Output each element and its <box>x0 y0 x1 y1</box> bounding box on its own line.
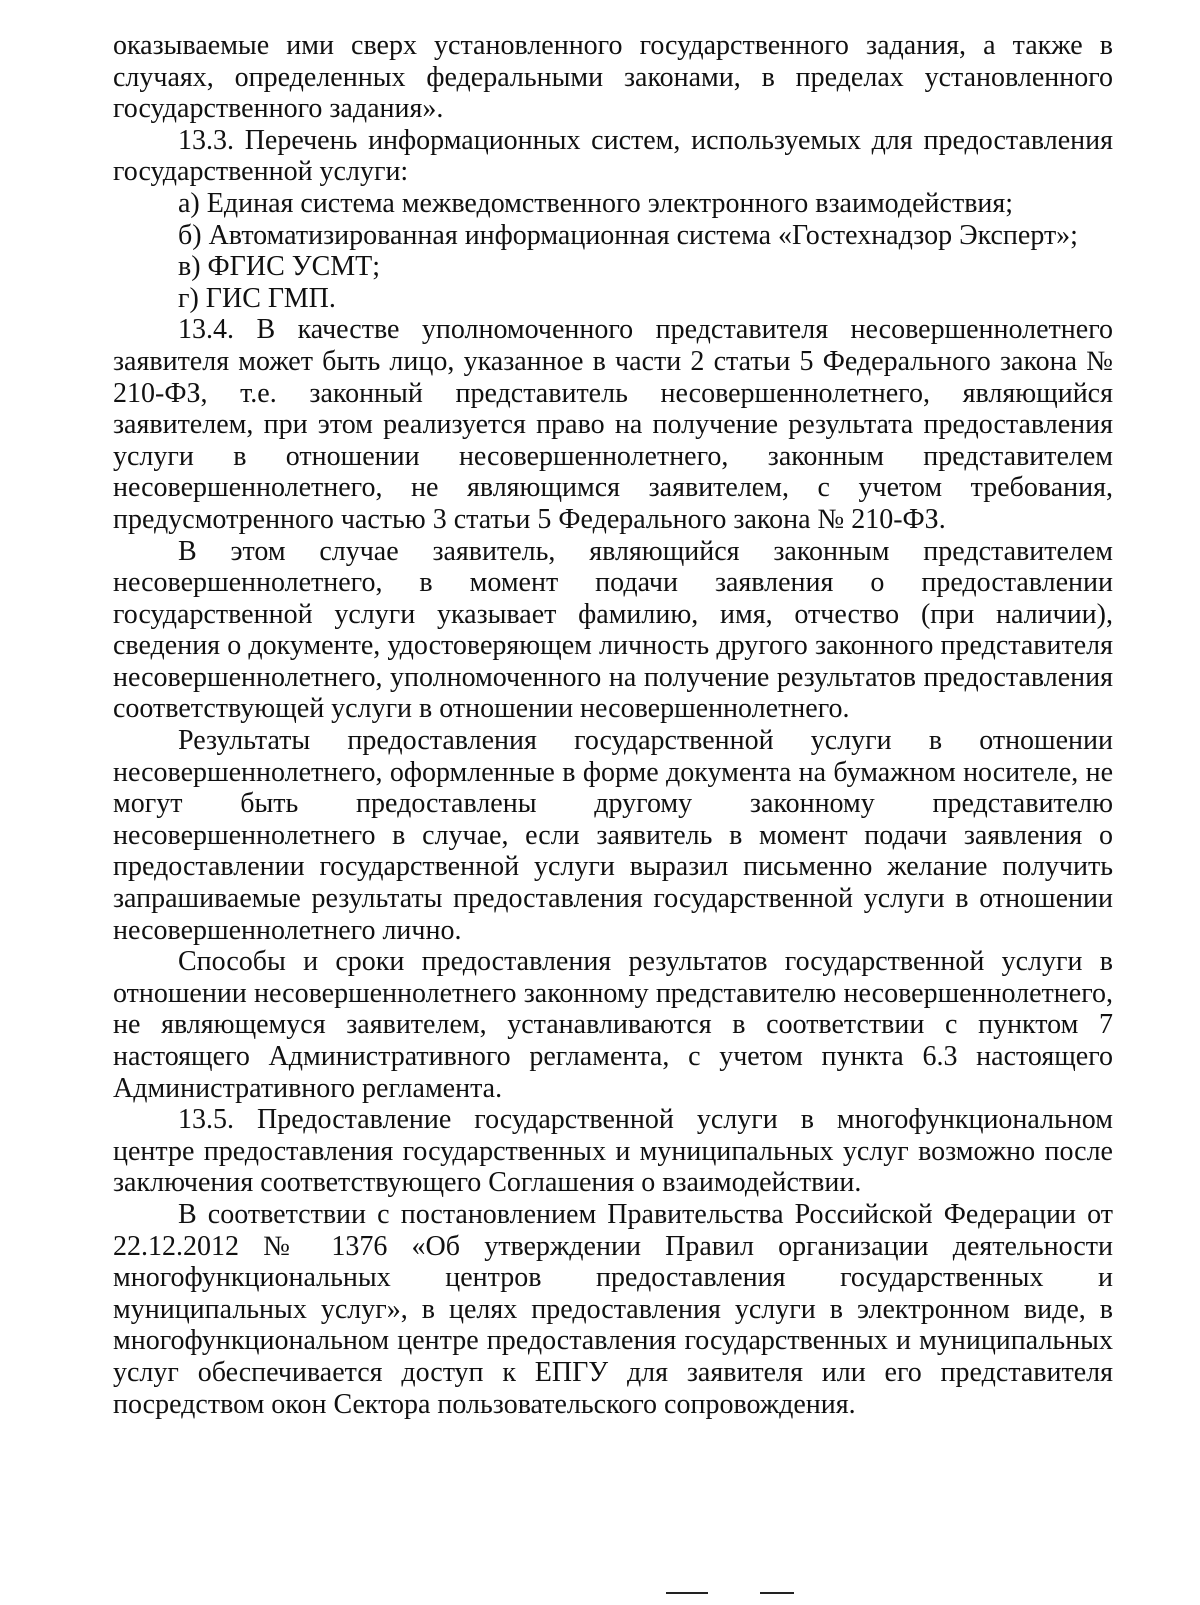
list-item-a: а) Единая система межведомственного электронного взаимодействия; <box>178 187 1014 219</box>
paragraph-continuation: оказываемые ими сверх установленного государственного задания, а также в случаях, определенных федеральными законами, в пределах установленного государственного задания». <box>113 30 1113 125</box>
paragraph-13-4: 13.4. В качестве уполномоченного представителя несовершеннолетнего заявителя может быть лицо, указанное в части 2 статьи 5 Федерального закона № 210-ФЗ, т.е. законный представитель несовершеннолетнего, являющийся заявителем, при этом реализуется право на получение результата предоставления услуги в отношении несовершеннолетнего, законным представителем несовершеннолетнего, не являющимся заявителем, с учетом требования, предусмотренного частью 3 статьи 5 Федерального закона № 210-ФЗ. <box>113 314 1113 535</box>
list-item-g: г) ГИС ГМП. <box>178 282 336 314</box>
paragraph-13-5: 13.5. Предоставление государственной услуги в многофункциональном центре предоставления государственных и муниципальных услуг возможно после заключения соответствующего Соглашения о взаимодействии. <box>113 1104 1113 1199</box>
paragraph-13-5-resolution: В соответствии с постановлением Правительства Российской Федерации от 22.12.2012 № 1376 «Об утверждении Правил организации деятельности многофункциональных центров предоставления государственных и муниципальных услуг», в целях предоставления услуги в электронном виде, в многофункциональном центре предоставления государственных и муниципальных услуг обеспечивается доступ к ЕПГУ для заявителя или его представителя посредством окон Сектора пользовательского сопровождения. <box>113 1198 1113 1420</box>
list-item-v: в) ФГИС УСМТ; <box>178 251 381 283</box>
paragraph-13-4-results: Результаты предоставления государственной услуги в отношении несовершеннолетнего, оформленные в форме документа на бумажном носителе, не могут быть предоставлены другому законному представителю несовершеннолетнего в случае, если заявитель в момент подачи заявления о предоставлении государственной услуги выразил письменно желание получить запрашиваемые результаты предоставления государственной услуги в отношении несовершеннолетнего лично. <box>113 725 1113 946</box>
paragraph-13-4-case: В этом случае заявитель, являющийся законным представителем несовершеннолетнего, в момент подачи заявления о предоставлении государственной услуги указывает фамилию, имя, отчество (при наличии), сведения о документе, удостоверяющем личность другого законного представителя несовершеннолетнего, уполномоченного на получение результатов предоставления соответствующей услуги в отношении несовершеннолетнего. <box>113 535 1113 725</box>
footer-marks <box>0 1592 1200 1598</box>
paragraph-13-4-methods: Способы и сроки предоставления результатов государственной услуги в отношении несовершеннолетнего законному представителю несовершеннолетнего, не являющемуся заявителем, устанавливаются в соответствии с пунктом 7 настоящего Административного регламента, с учетом пункта 6.3 настоящего Административного регламента. <box>113 946 1113 1104</box>
paragraph-13-3: 13.3. Перечень информационных систем, используемых для предоставления государственной услуги: <box>113 124 1113 188</box>
footer-mark-left <box>666 1592 708 1594</box>
list-item-b: б) Автоматизированная информационная система «Гостехнадзор Эксперт»; <box>178 219 1078 251</box>
footer-mark-right <box>760 1592 794 1594</box>
document-page <box>113 30 1113 1420</box>
